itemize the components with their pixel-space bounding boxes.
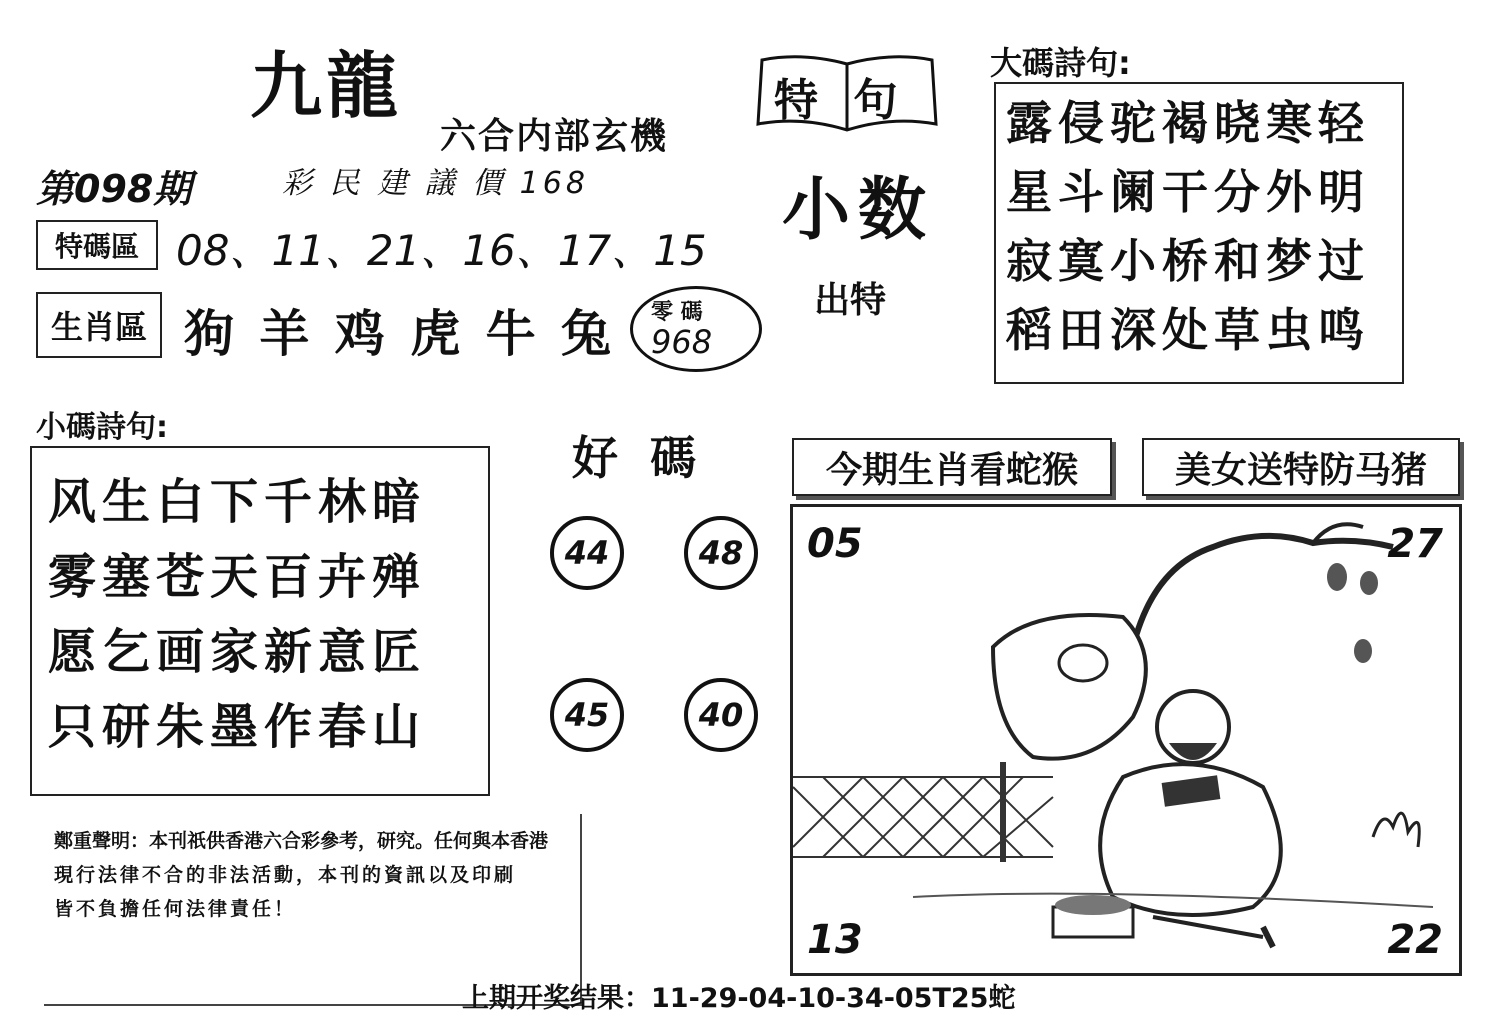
page-title: 九龍 [250, 43, 403, 128]
sage-illustration [793, 507, 1459, 973]
zero-code-oval [630, 286, 762, 372]
big-poem-line: 露侵驼褐晓寒轻 [1006, 96, 1370, 150]
good-number-circle: 44 [550, 516, 624, 590]
zodiac-zone-label-box [36, 292, 162, 358]
big-poem-line: 稻田深处草虫鸣 [1006, 303, 1370, 357]
small-poem-line: 雾塞苍天百卉殚 [48, 549, 427, 605]
good-numbers-title: 好 碼 [572, 431, 705, 485]
book-icon [752, 52, 942, 136]
zodiac-hint-box [792, 438, 1112, 496]
big-poem-line: 寂寞小桥和梦过 [1006, 234, 1370, 288]
illustration-box [790, 504, 1462, 976]
small-poem-line: 风生白下千林暗 [48, 474, 427, 530]
picture-number-top-left: 05 [807, 521, 863, 567]
picture-number-top-right: 27 [1387, 521, 1443, 567]
page-subtitle: 六合内部玄機 [440, 116, 669, 157]
special-zone-label: 特碼區 [54, 230, 139, 263]
picture-number-bottom-right: 22 [1387, 917, 1443, 963]
zero-code-label: 零 碼 [651, 300, 703, 325]
good-number-circle: 40 [684, 678, 758, 752]
small-poem-line: 只研朱墨作春山 [48, 699, 427, 755]
disclaimer-line: 鄭重聲明：本刊祇供香港六合彩參考，研究。任何與本香港 [54, 830, 549, 852]
book-label: 特 句 [774, 75, 908, 126]
special-sentence-main: 小数 [782, 171, 935, 250]
beauty-hint: 美女送特防马猪 [1174, 449, 1427, 491]
small-poem-line: 愿乞画家新意匠 [48, 624, 427, 680]
big-poem-box [994, 82, 1404, 384]
price-label: 彩 民 建 議 價 168 [282, 166, 589, 201]
beauty-hint-box [1142, 438, 1460, 496]
disclaimer-line: 皆不負擔任何法律責任！ [54, 898, 297, 920]
zodiac-animals: 狗 羊 鸡 虎 牛 兔 [184, 305, 616, 363]
disclaimer-line: 現行法律不合的非法活動，本刊的資訊以及印刷 [54, 864, 517, 886]
issue-number: 第098期 [36, 167, 192, 211]
last-result: 上期开奖结果：11-29-04-10-34-05T25蛇 [462, 983, 1016, 1014]
zero-code-value: 968 [651, 323, 713, 361]
zodiac-zone-label: 生肖區 [50, 308, 147, 346]
picture-number-bottom-left: 13 [807, 917, 863, 963]
special-zone-label-box [36, 220, 158, 270]
good-number-circle: 48 [684, 516, 758, 590]
good-number-circle: 45 [550, 678, 624, 752]
big-poem-line: 星斗阑干分外明 [1006, 165, 1370, 219]
special-zone-numbers: 08、11、21、16、17、15 [176, 226, 707, 275]
small-poem-title: 小碼詩句: [36, 410, 168, 445]
small-poem-box [30, 446, 490, 796]
special-sentence-sub: 出特 [814, 280, 887, 321]
zodiac-hint: 今期生肖看蛇猴 [825, 449, 1078, 491]
big-poem-title: 大碼詩句: [990, 44, 1131, 82]
